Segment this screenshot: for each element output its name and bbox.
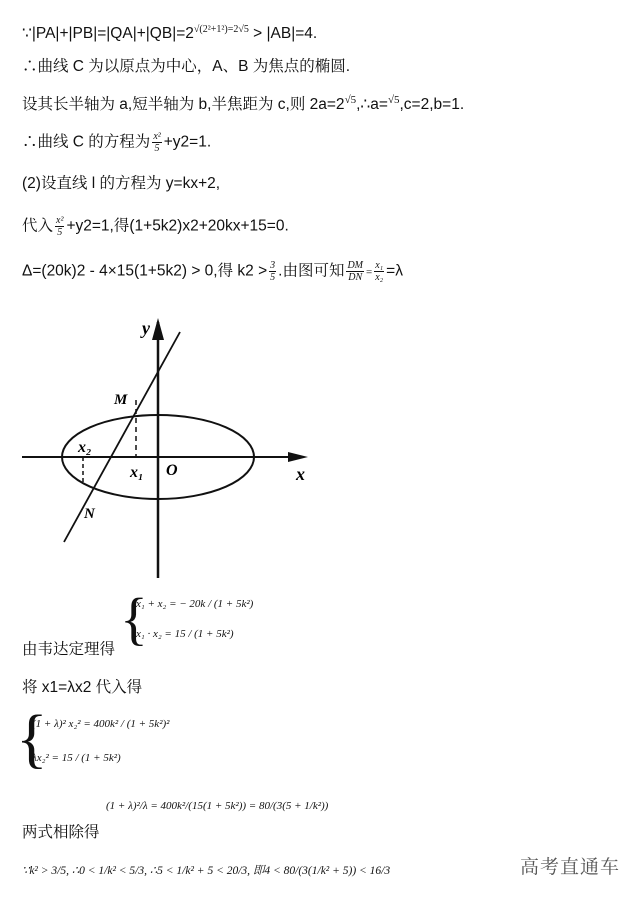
line3-part-e: ,c=2,b=1.: [399, 96, 465, 114]
sub-brace: {: [16, 702, 48, 775]
line-l: [64, 332, 180, 542]
text-line-6: [22, 215, 289, 238]
line4-fraction-den: 5: [154, 143, 160, 154]
ellipse-diagram: [18, 312, 328, 582]
line7-x2: x₂: [375, 272, 384, 283]
line7-k-den: 5: [270, 272, 276, 283]
line6-part-a: 代入: [22, 217, 54, 235]
line6-part-b: +y2=1,得(1+5k2)x2+20kx+15=0.: [66, 217, 289, 235]
line4-part-b: +y2=1.: [163, 133, 212, 151]
line1-part-c: > |AB|=4.: [248, 25, 318, 43]
x1-label: x₁: [130, 464, 144, 481]
origin-label: O: [166, 462, 178, 479]
vieta-label: 由韦达定理得: [22, 641, 116, 658]
sub-eq-1: (1 + λ)² x₂² = 400k² / (1 + 5k²)²: [32, 718, 170, 730]
line7-part-a: Δ=(20k)2 - 4×15(1+5k2) > 0,得 k2 >: [22, 262, 268, 280]
line7-fraction-x: [374, 260, 384, 283]
line6-fraction-den: 5: [57, 227, 63, 238]
text-line-5: (2)设直线 l 的方程为 y=kx+2,: [22, 175, 221, 192]
text-line-3: [22, 90, 464, 115]
line7-part-c: =λ: [386, 262, 403, 280]
watermark-text: 高考直通车: [519, 857, 620, 878]
y-axis-label: y: [142, 318, 150, 338]
line4-fraction-num: x²: [153, 131, 161, 142]
line3-part-a: 设其长半轴为 a,短半轴为 b,半焦距为 c,则 2a=2: [22, 96, 345, 114]
line7-dm: DM: [347, 260, 364, 271]
divide-label: 两式相除得: [22, 824, 100, 841]
line7-fraction-k: [269, 260, 276, 283]
vieta-eq-2: x₁ · x₂ = 15 / (1 + 5k²): [136, 628, 234, 640]
text-line-7: [22, 260, 403, 283]
text-line-4: [22, 131, 211, 154]
line6-fraction-num: x²: [56, 215, 64, 226]
line4-fraction: [152, 131, 161, 154]
line1-part-a: ∵|PA|+|PB|=|QA|+|QB|=2: [22, 25, 194, 43]
line7-equal: =: [366, 266, 373, 279]
text-line-2: ∴曲线 C 为以原点为中心，A、B 为焦点的椭圆.: [22, 58, 351, 75]
line7-dn: DN: [348, 272, 363, 283]
x-axis-label: x: [296, 464, 305, 484]
line3-root-1: √5: [344, 94, 357, 106]
point-m-label: M: [114, 392, 128, 408]
line6-fraction: [55, 215, 64, 238]
text-line-1: [22, 20, 317, 44]
line7-k-num: 3: [270, 260, 276, 271]
line7-x1: x₁: [375, 260, 384, 271]
line1-radical: √(2²+1²)=2√5: [193, 24, 249, 35]
divide-equation: (1 + λ)²/λ = 400k²/(15(1 + 5k²)) = 80/(3(5 + 1/k²)): [106, 800, 329, 812]
point-n-label: N: [84, 506, 95, 522]
y-axis-arrow: [152, 318, 164, 340]
vieta-eq-1: x₁ + x₂ = − 20k / (1 + 5k²): [136, 598, 254, 610]
x2-label: x₂: [78, 439, 92, 456]
line7-fraction-dm-dn: [346, 260, 364, 283]
line3-root-2: √5: [387, 94, 400, 106]
substitute-line: 将 x1=λx2 代入得: [22, 679, 143, 696]
sub-eq-2: λx₂² = 15 / (1 + 5k²): [32, 752, 121, 764]
x-axis-arrow: [288, 452, 308, 462]
final-inequality: ∵k² > 3/5, ∴0 < 1/k² < 5/3, ∴5 < 1/k² + 5 < 20/3, 即4 < 80/(3(1/k² + 5)) < 16/3: [22, 865, 391, 877]
line4-part-a: ∴曲线 C 的方程为: [22, 133, 151, 151]
vieta-brace: {: [120, 586, 148, 651]
line3-part-c: ,∴a=: [356, 96, 388, 114]
line7-part-b: .由图可知: [278, 262, 345, 280]
